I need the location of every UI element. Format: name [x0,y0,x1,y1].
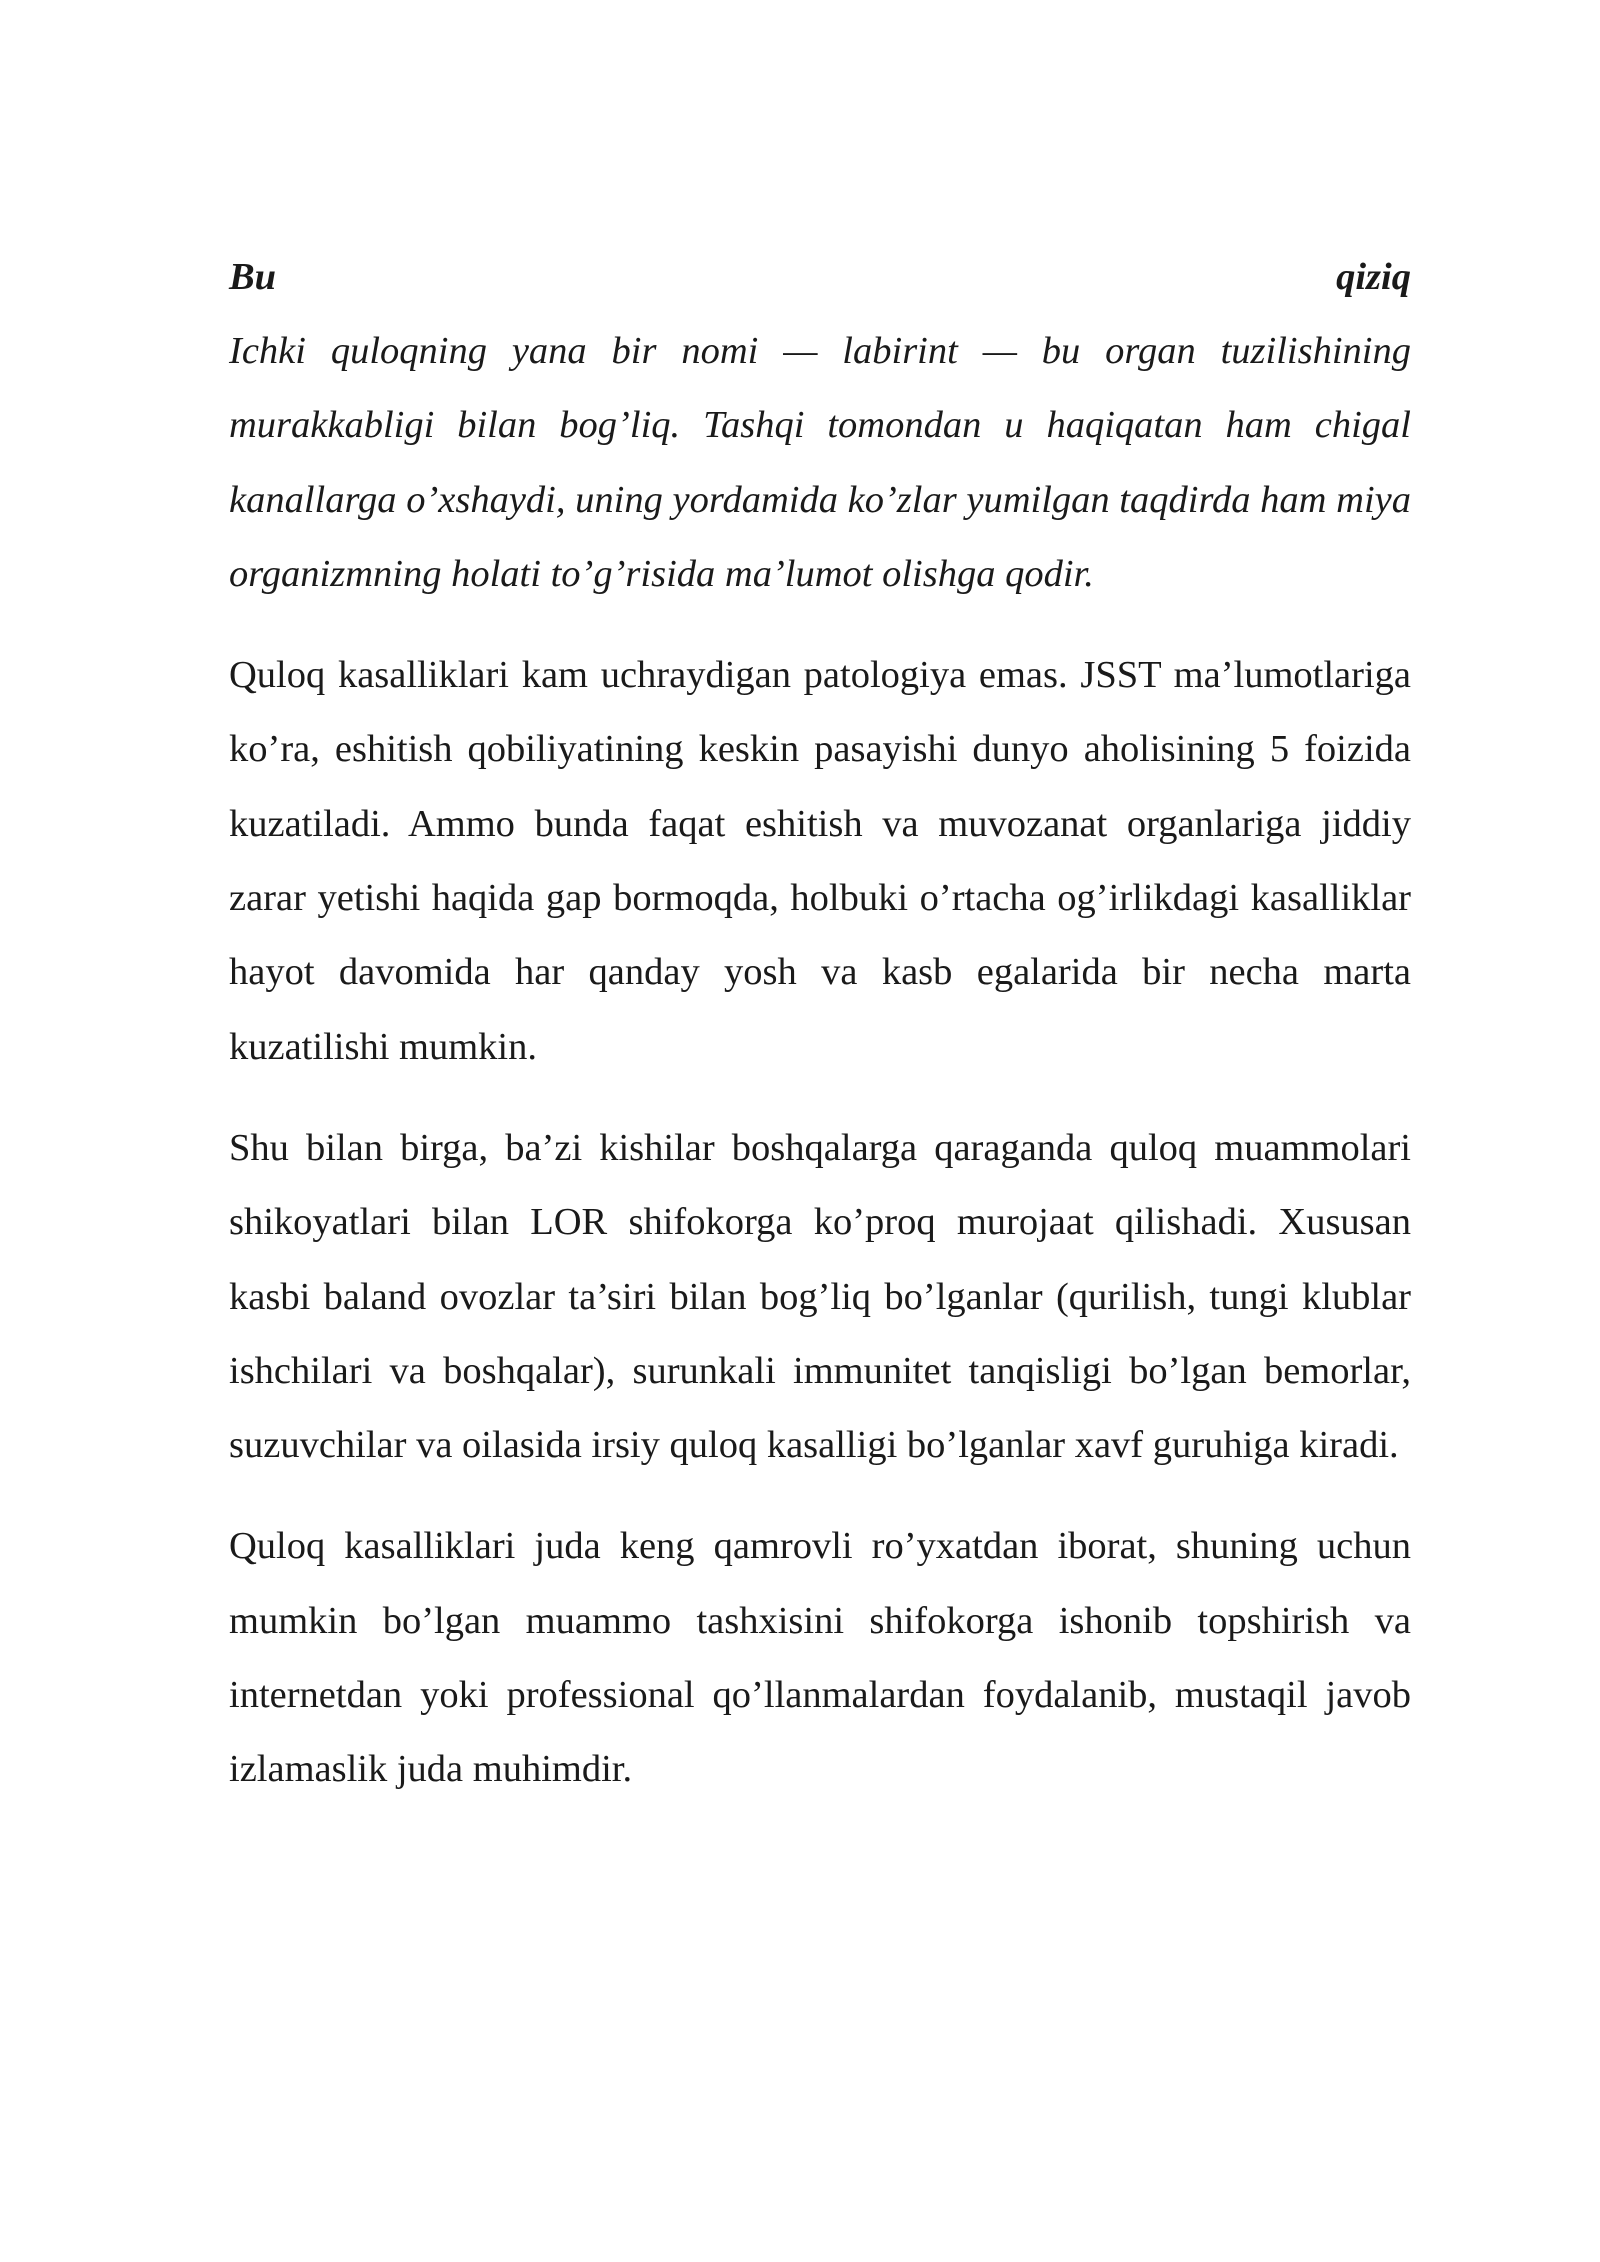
heading-right: qiziq [1336,256,1411,298]
body-paragraph: Quloq kasalliklari kam uchraydigan patologiya emas. JSST ma’lumotlariga ko’ra, eshitish qobiliyatining keskin pasayishi dunyo aholisining 5 foizida kuzatiladi. Ammo bunda faqat eshitish va muvozanat organlariga jiddiy zarar yetishi haqida gap bormoqda, holbuki o’rtacha og’irlikdagi kasalliklar hayot davomida har qanday yosh va kasb egalarida bir necha marta kuzatilishi mumkin. [229,654,1411,1068]
body-paragraph: Shu bilan birga, ba’zi kishilar boshqalarga qaraganda quloq muammolari shikoyatlari bilan LOR shifokorga ko’proq murojaat qilishadi. Xususan kasbi baland ovozlar ta’siri bilan bog’liq bo’lganlar (qurilish, tungi klublar ishchilari va boshqalar), surunkali immunitet tanqisligi bo’lgan bemorlar, suzuvchilar va oilasida irsiy quloq kasalligi bo’lganlar xavf guruhiga kiradi. [229,1126,1411,1467]
heading-left: Bu [229,256,277,298]
heading [229,240,1411,314]
body-paragraph: Quloq kasalliklari juda keng qamrovli ro’yxatdan iborat, shuning uchun mumkin bo’lgan muammo tashxisini shifokorga ishonib topshirish va internetdan yoki professional qo’llanmalardan foydalanib, mustaqil javob izlamaslik juda muhimdir. [229,1525,1411,1791]
document-page [229,240,1411,1807]
intro-paragraph: Ichki quloqning yana bir nomi — labirint — bu organ tuzilishining murakkabligi bilan bog’liq. Tashqi tomondan u haqiqatan ham chigal kanallarga o’xshaydi, uning yordamida ko’zlar yumilgan taqdirda ham miya organizmning holati to’g’risida ma’lumot olishga qodir. [229,330,1411,595]
